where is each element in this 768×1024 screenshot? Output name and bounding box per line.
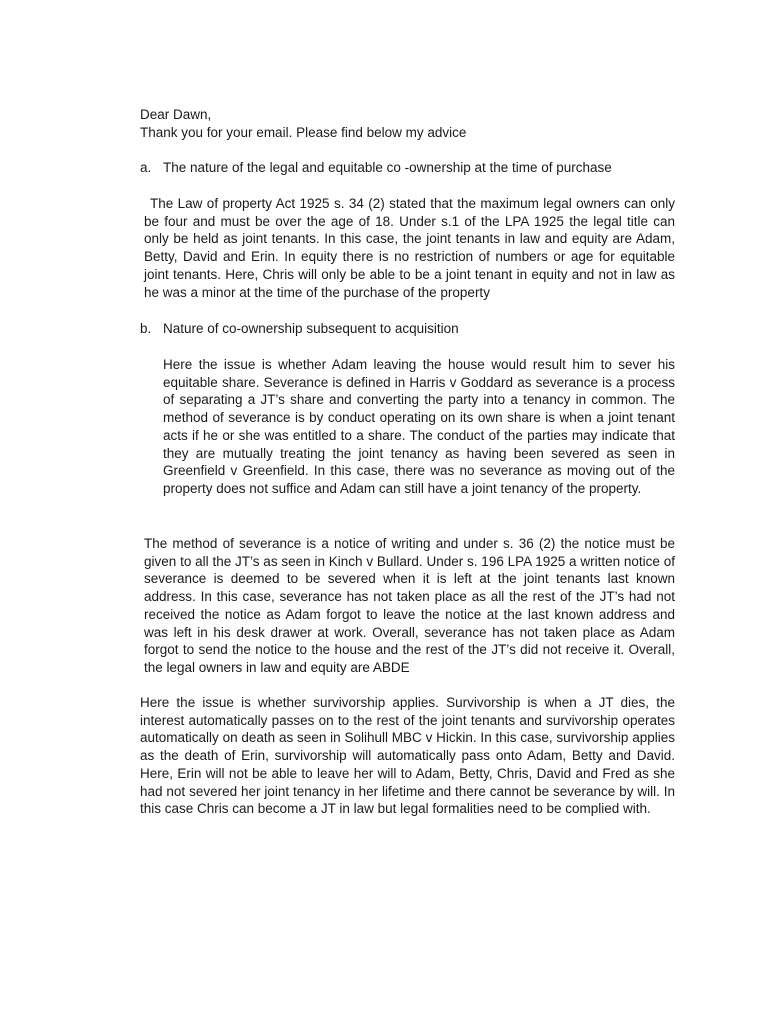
- salutation: Dear Dawn,: [140, 107, 212, 122]
- survivorship-paragraph: Here the issue is whether survivorship applies. Survivorship is when a JT dies, the interest automatically passes on to the rest of the joint tenants and survivorship operates automatically on death as seen in Solihull MBC v Hickin. In this case, survivorship applies as the death of Erin, survivorship will automatically pass onto Adam, Betty and David. Here, Erin will not be able to leave her will to Adam, Betty, Chris, David and Fred as she had not severed her joint tenancy in her lifetime and there cannot be severance by will. In this case Chris can become a JT in law but legal formalities need to be complied with.: [140, 695, 675, 817]
- section-a-heading-text: The nature of the legal and equitable co -ownership at the time of purchase: [163, 160, 612, 175]
- section-a-heading: [140, 159, 612, 177]
- section-b-body: Here the issue is whether Adam leaving the house would result him to sever his equitable share. Severance is defined in Harris v Goddard as severance is a process of separating a JT’s share and converting the party into a tenancy in common. The method of severance is by conduct operating on its own share is when a joint tenant acts if he or she was entitled to a share. The conduct of the parties may indicate that they are mutually treating the joint tenancy as having been severed as seen in Greenfield v Greenfield. In this case, there was no severance as moving out of the property does not suffice and Adam can still have a joint tenancy of the property.: [163, 357, 675, 496]
- section-b-heading-text: Nature of co-ownership subsequent to acquisition: [163, 321, 459, 336]
- notice-paragraph: The method of severance is a notice of writing and under s. 36 (2) the notice must be given to all the JT’s as seen in Kinch v Bullard. Under s. 196 LPA 1925 a written notice of severance is deemed to be severed when it is left at the joint tenants last known address. In this case, severance has not taken place as all the rest of the JT’s had not received the notice as Adam forgot to leave the notice at the last known address and was left in his desk drawer at work. Overall, severance has not taken place as Adam forgot to send the notice to the house and the rest of the JT’s did not receive it. Overall, the legal owners in law and equity are ABDE: [144, 536, 675, 675]
- section-a-body: The Law of property Act 1925 s. 34 (2) stated that the maximum legal owners can only be four and must be over the age of 18. Under s.1 of the LPA 1925 the legal title can only be held as joint tenants. In this case, the joint tenants in law and equity are Adam, Betty, David and Erin. In equity there is no restriction of numbers or age for equitable joint tenants. Here, Chris will only be able to be a joint tenant in equity and not in law as he was a minor at the time of the purchase of the property: [144, 196, 675, 300]
- intro-line: Thank you for your email. Please find below my advice: [140, 125, 467, 140]
- section-b-marker: b.: [140, 321, 152, 336]
- section-b-heading: [140, 320, 459, 338]
- section-a-marker: a.: [140, 160, 152, 175]
